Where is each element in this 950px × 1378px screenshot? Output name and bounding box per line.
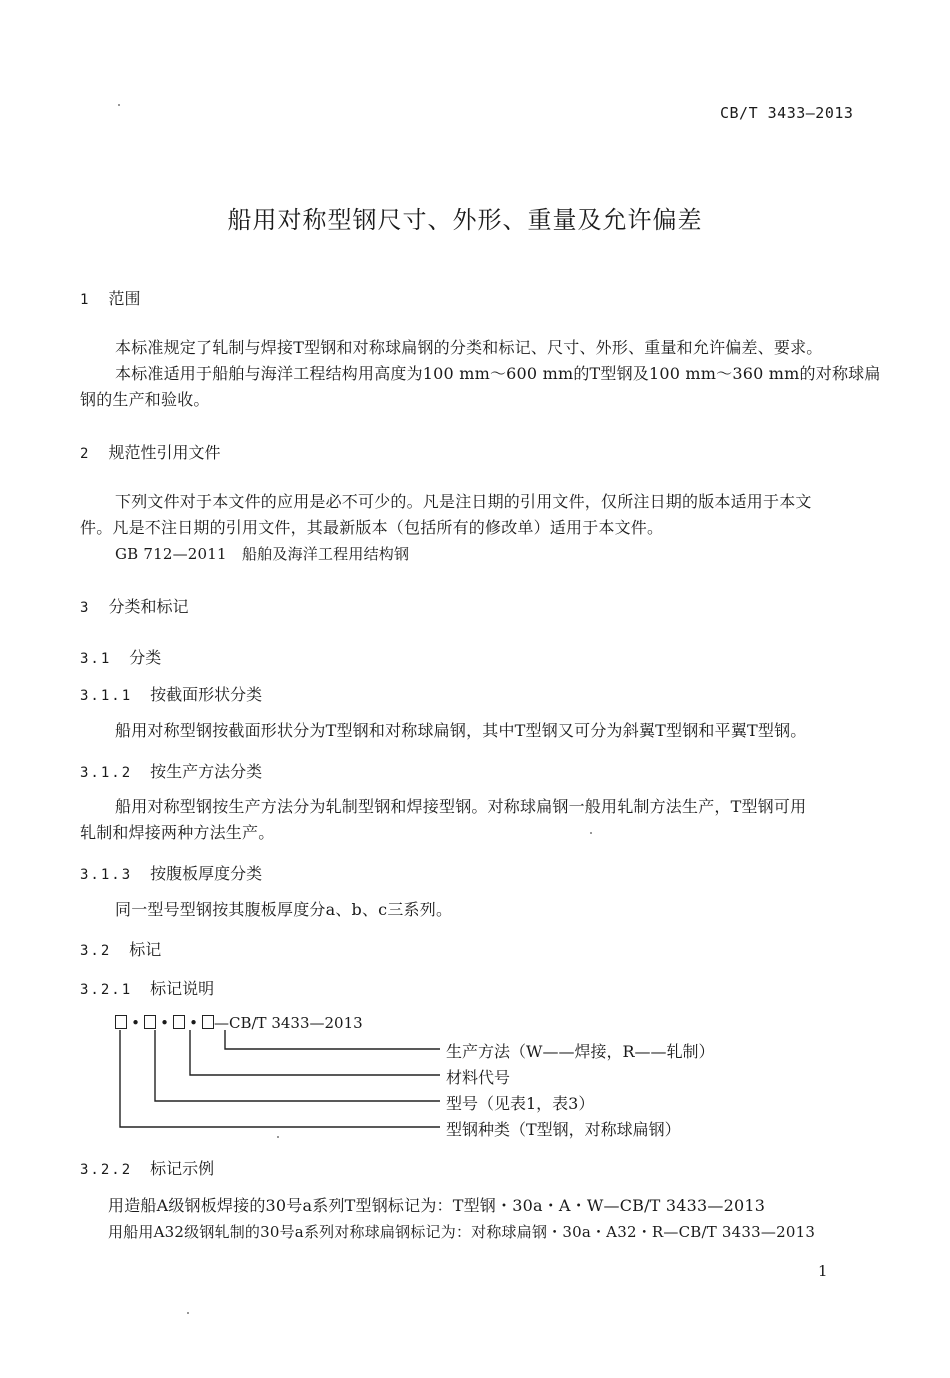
marking-suffix: —CB/T 3433—2013	[214, 1014, 363, 1032]
scan-speck	[118, 104, 120, 106]
marking-separator: •	[160, 1014, 169, 1032]
section-3-1-3-paragraph: 同一型号型钢按其腹板厚度分a、b、c三系列。	[115, 900, 453, 919]
scan-speck	[187, 1312, 189, 1314]
leader-line-size	[155, 1030, 440, 1101]
section-1-paragraph-2-line-2: 钢的生产和验收。	[80, 390, 210, 409]
section-title: 分类和标记	[108, 597, 189, 616]
scan-speck	[590, 832, 592, 834]
section-1-paragraph-2-line-1: 本标准适用于船舶与海洋工程结构用高度为100 mm～600 mm的T型钢及100 mm～360 mm的对称球扁	[115, 364, 881, 383]
scan-speck	[277, 1136, 279, 1138]
section-title: 按截面形状分类	[150, 685, 263, 704]
section-number: 3	[80, 600, 91, 616]
section-title: 按腹板厚度分类	[150, 864, 263, 883]
section-number: 1	[80, 292, 91, 308]
section-title: 标记说明	[150, 979, 215, 998]
section-3-1-2-paragraph-line-1: 船用对称型钢按生产方法分为轧制型钢和焊接型钢。对称球扁钢一般用轧制方法生产，T型钢可用	[115, 797, 807, 816]
leader-line-method	[225, 1030, 440, 1049]
section-number: 3.1.3	[80, 867, 133, 883]
section-title: 标记	[129, 940, 162, 959]
page-number: 1	[818, 1262, 828, 1280]
section-title: 分类	[129, 648, 162, 667]
section-title: 标记示例	[150, 1159, 215, 1178]
section-number: 3.2	[80, 943, 112, 959]
marking-label-production-method: 生产方法（W——焊接，R——轧制）	[446, 1042, 715, 1061]
marking-separator: •	[189, 1014, 198, 1032]
marking-label-material-code: 材料代号	[446, 1068, 511, 1087]
section-3-1-2-paragraph-line-2: 轧制和焊接两种方法生产。	[80, 823, 275, 842]
leader-line-material	[190, 1030, 440, 1075]
marking-example-2: 用船用A32级钢轧制的30号a系列对称球扁钢标记为：对称球扁钢・30a・A32・R—CB/T 3433—2013	[108, 1223, 816, 1241]
section-number: 3.2.1	[80, 982, 133, 998]
standard-number: CB/T 3433—2013	[720, 104, 854, 122]
section-3-1-1-paragraph: 船用对称型钢按截面形状分为T型钢和对称球扁钢，其中T型钢又可分为斜翼T型钢和平翼T型钢。	[115, 721, 807, 740]
section-3-2-2-heading	[80, 1156, 214, 1179]
section-1-paragraph-1: 本标准规定了轧制与焊接T型钢和对称球扁钢的分类和标记、尺寸、外形、重量和允许偏差、要求。	[115, 338, 823, 357]
section-number: 3.2.2	[80, 1162, 133, 1178]
normative-reference: GB 712—2011 船舶及海洋工程用结构钢	[115, 545, 410, 563]
section-number: 2	[80, 446, 91, 462]
section-title: 范围	[108, 289, 141, 308]
section-number: 3.1.1	[80, 688, 133, 704]
section-2-paragraph-line-1: 下列文件对于本文件的应用是必不可少的。凡是注日期的引用文件，仅所注日期的版本适用于本文	[115, 492, 812, 511]
section-number: 3.1.2	[80, 765, 133, 781]
marking-label-model-number: 型号（见表1，表3）	[446, 1094, 595, 1113]
document-title: 船用对称型钢尺寸、外形、重量及允许偏差	[227, 206, 703, 234]
section-title: 规范性引用文件	[108, 443, 221, 462]
section-number: 3.1	[80, 651, 112, 667]
marking-example-1: 用造船A级钢板焊接的30号a系列T型钢标记为：T型钢・30a・A・W—CB/T 3433—2013	[108, 1196, 766, 1215]
marking-separator: •	[131, 1014, 140, 1032]
marking-label-steel-type: 型钢种类（T型钢，对称球扁钢）	[446, 1120, 681, 1139]
section-title: 按生产方法分类	[150, 762, 263, 781]
leader-line-type	[120, 1030, 440, 1127]
section-2-paragraph-line-2: 件。凡是不注日期的引用文件，其最新版本（包括所有的修改单）适用于本文件。	[80, 518, 664, 537]
